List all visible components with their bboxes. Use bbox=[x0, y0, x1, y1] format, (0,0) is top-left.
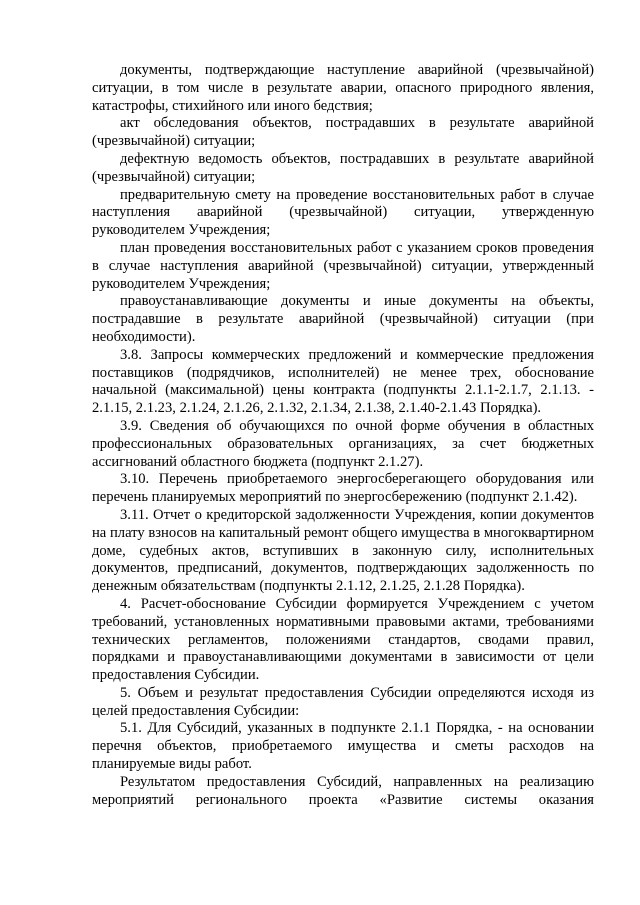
paragraph-result: Результатом предоставления Субсидий, направленных на реализацию мероприятий регионального проекта «Развитие системы оказания bbox=[92, 773, 594, 808]
document-page bbox=[92, 62, 594, 809]
paragraph-3-10: 3.10. Перечень приобретаемого энергосберегающего оборудования или перечень планируемых мероприятий по энергосбережению (подпункт 2.1.42). bbox=[92, 471, 594, 506]
paragraph-4: 4. Расчет-обоснование Субсидии формируется Учреждением с учетом требований, установленных нормативными правовыми актами, требованиями технических регламентов, положениями стандартов, сводами правил, порядками и правоустанавливающими документами в зависимости от цели предоставления Субсидии. bbox=[92, 595, 594, 684]
paragraph-preliminary-estimate: предварительную смету на проведение восстановительных работ в случае наступления аварийной (чрезвычайной) ситуации, утвержденную руководителем Учреждения; bbox=[92, 186, 594, 239]
paragraph-5: 5. Объем и результат предоставления Субсидии определяются исходя из целей предоставления Субсидии: bbox=[92, 684, 594, 719]
paragraph-title-documents: правоустанавливающие документы и иные документы на объекты, пострадавшие в результате аварийной (чрезвычайной) ситуации (при необходимости). bbox=[92, 293, 594, 345]
paragraph-3-8: 3.8. Запросы коммерческих предложений и коммерческие предложения поставщиков (подрядчиков, исполнителей) не менее трех, обоснование начальной (максимальной) цены контракта (подпункты 2.1.1-2.1.7, 2.1.13. - 2.1.15, 2.1.23, 2.1.24, 2.1.26, 2.1.32, 2.1.34, 2.1.38, 2.1.40-2.1.43 Порядка). bbox=[92, 346, 594, 417]
paragraph-defect-statement: дефектную ведомость объектов, пострадавших в результате аварийной (чрезвычайной) ситуации; bbox=[92, 150, 594, 185]
paragraph-3-9: 3.9. Сведения об обучающихся по очной форме обучения в областных профессиональных образовательных организациях, за счет бюджетных ассигнований областного бюджета (подпункт 2.1.27). bbox=[92, 417, 594, 470]
paragraph-inspection-act: акт обследования объектов, пострадавших в результате аварийной (чрезвычайной) ситуации; bbox=[92, 115, 594, 150]
paragraph-5-1: 5.1. Для Субсидий, указанных в подпункте 2.1.1 Порядка, - на основании перечня объектов, приобретаемого имущества и сметы расходов на планируемые виды работ. bbox=[92, 720, 594, 773]
paragraph-emergency-documents: документы, подтверждающие наступление аварийной (чрезвычайной) ситуации, в том числе в результате аварии, опасного природного явления, катастрофы, стихийного или иного бедствия; bbox=[92, 62, 594, 114]
paragraph-restoration-plan: план проведения восстановительных работ с указанием сроков проведения в случае наступления аварийной (чрезвычайной) ситуации, утвержденный руководителем Учреждения; bbox=[92, 239, 594, 292]
paragraph-3-11: 3.11. Отчет о кредиторской задолженности Учреждения, копии документов на плату взносов на капитальный ремонт общего имущества в многоквартирном доме, судебных актов, вступивших в законную силу, исполнительных документов, предписаний, документов, подтверждающих задолженность по денежным обязательствам (подпункты 2.1.12, 2.1.25, 2.1.28 Порядка). bbox=[92, 506, 594, 595]
